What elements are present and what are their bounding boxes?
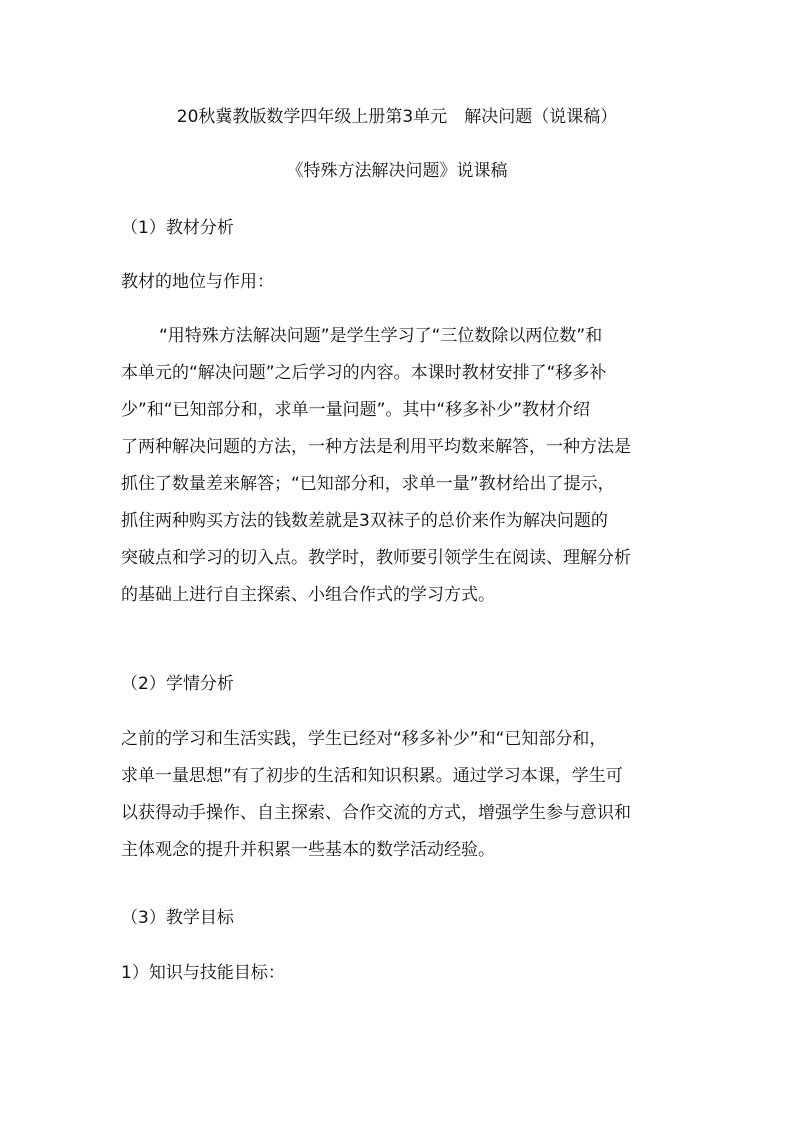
subheading-role: 教材的地位与作用： <box>121 272 274 292</box>
section-heading-student-analysis: （2）学情分析 <box>121 674 234 694</box>
paragraph-line: 抓住两种购买方法的钱数差就是3双袜子的总价来作为解决问题的 <box>121 511 608 531</box>
paragraph-line: 的基础上进行自主探索、小组合作式的学习方式。 <box>121 585 495 605</box>
paragraph-textbook-analysis <box>121 318 675 614</box>
document-title: 20秋冀教版数学四年级上册第3单元 解决问题（说课稿） <box>176 107 618 127</box>
knowledge-skill-goal-item: 1）知识与技能目标： <box>121 963 285 983</box>
paragraph-line: 抓住了数量差来解答；“已知部分和，求单一量”教材给出了提示， <box>121 474 615 494</box>
paragraph-line: 少”和“已知部分和，求单一量问题”。其中“移多补少”教材介绍 <box>121 400 591 420</box>
document-subtitle: 《特殊方法解决问题》说课稿 <box>286 161 508 181</box>
paragraph-line: 突破点和学习的切入点。教学时，教师要引领学生在阅读、理解分析 <box>121 548 631 568</box>
section-heading-textbook-analysis: （1）教材分析 <box>121 218 234 238</box>
paragraph-line: 以获得动手操作、自主探索、合作交流的方式，增强学生参与意识和 <box>121 803 631 823</box>
paragraph-student-analysis <box>121 721 675 869</box>
paragraph-line: 之前的学习和生活实践，学生已经对“移多补少”和“已知部分和， <box>121 729 607 749</box>
paragraph-line: 本单元的“解决问题”之后学习的内容。本课时教材安排了“移多补 <box>121 363 607 383</box>
paragraph-line: 求单一量思想”有了初步的生活和知识积累。通过学习本课，学生可 <box>121 766 623 786</box>
paragraph-line: 主体观念的提升并积累一些基本的数学活动经验。 <box>121 840 495 860</box>
paragraph-line: 了两种解决问题的方法，一种方法是利用平均数来解答，一种方法是 <box>121 437 631 457</box>
paragraph-line: “用特殊方法解决问题”是学生学习了“三位数除以两位数”和 <box>159 326 603 346</box>
section-heading-teaching-goals: （3）教学目标 <box>121 908 234 928</box>
